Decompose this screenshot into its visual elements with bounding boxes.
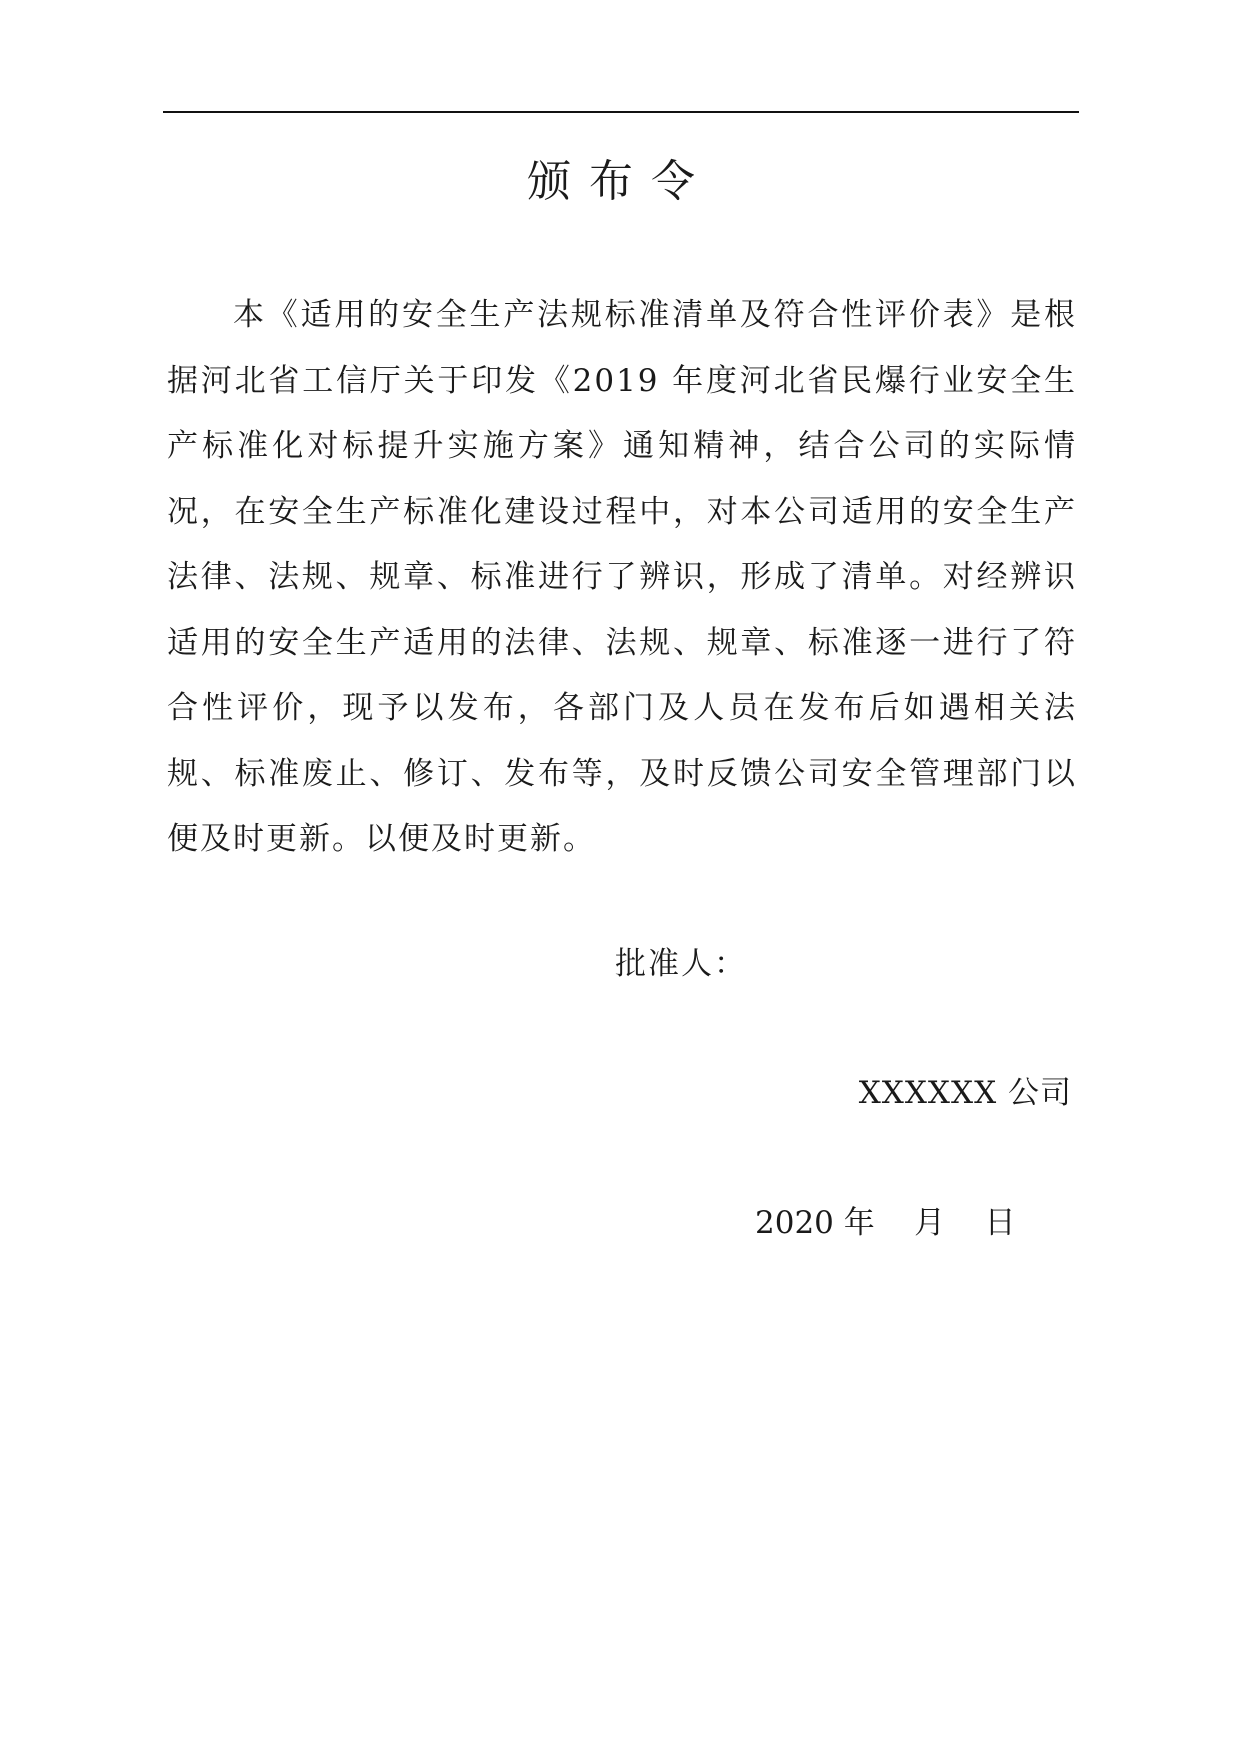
page-title: 颁布令: [527, 156, 713, 207]
body-paragraph: 本《适用的安全生产法规标准清单及符合性评价表》是根据河北省工信厅关于印发《2019 年度河北省民爆行业安全生产标准化对标提升实施方案》通知精神，结合公司的实际情况，在安全生产标准化建设过程中，对本公司适用的安全生产法律、法规、规章、标准进行了辨识，形成了清单。对经辨识适用的安全生产适用的法律、法规、规章、标准逐一进行了符合性评价，现予以发布，各部门及人员在发布后如遇相关法规、标准废止、修订、发布等，及时反馈公司安全管理部门以便及时更新。以便及时更新。: [167, 297, 1077, 857]
company-name: XXXXXX 公司: [858, 1075, 1072, 1111]
issue-date: 2020 年 月 日: [755, 1205, 1016, 1241]
header-rule: [163, 111, 1079, 113]
approver-label: 批准人：: [615, 946, 747, 982]
